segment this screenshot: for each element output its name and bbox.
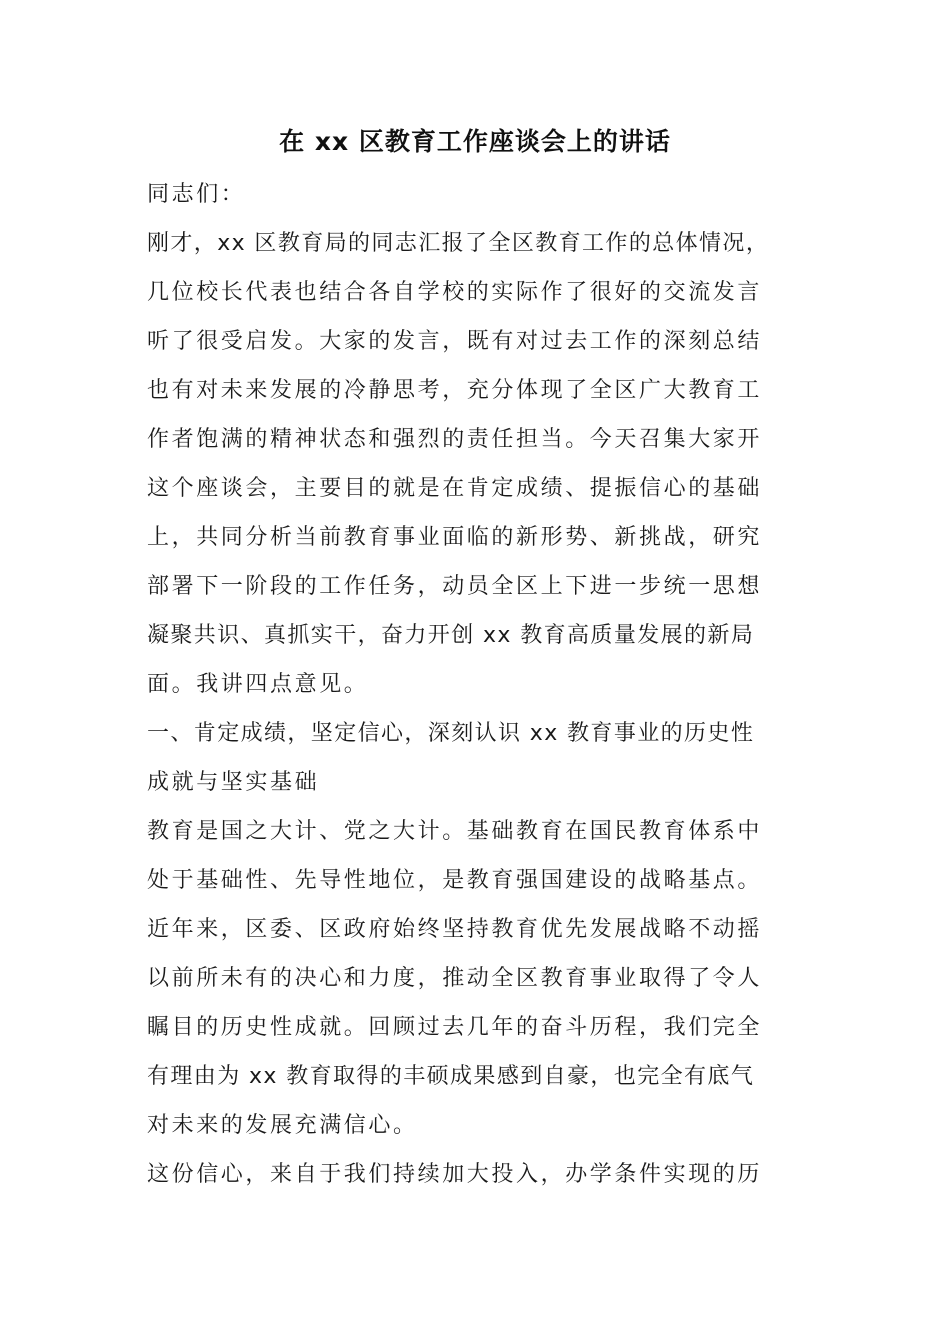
document-title: 在 xx 区教育工作座谈会上的讲话: [279, 127, 671, 156]
paragraph-line: 这个座谈会，主要目的就是在肯定成绩、提振信心的基础: [147, 476, 763, 501]
paragraph-line: 刚才，xx 区教育局的同志汇报了全区教育工作的总体情况，: [147, 231, 770, 256]
paragraph-line: 这份信心，来自于我们持续加大投入，办学条件实现的历: [147, 1162, 763, 1187]
paragraph-line: 教育是国之大计、党之大计。基础教育在国民教育体系中: [147, 819, 763, 844]
paragraph-line: 面。我讲四点意见。: [147, 672, 369, 697]
document-body: [147, 170, 847, 1199]
paragraph-line: 上，共同分析当前教育事业面临的新形势、新挑战，研究: [147, 525, 763, 550]
paragraph-line: 近年来，区委、区政府始终坚持教育优先发展战略不动摇: [147, 917, 763, 942]
salutation: 同志们：: [147, 182, 246, 207]
section-heading-line: 一、肯定成绩，坚定信心，深刻认识 xx 教育事业的历史性: [147, 721, 755, 746]
paragraph-line: 作者饱满的精神状态和强烈的责任担当。今天召集大家开: [147, 427, 763, 452]
paragraph-line: 对未来的发展充满信心。: [147, 1113, 418, 1138]
paragraph-line: 瞩目的历史性成就。回顾过去几年的奋斗历程，我们完全: [147, 1015, 763, 1040]
paragraph-line: 听了很受启发。大家的发言，既有对过去工作的深刻总结: [147, 329, 763, 354]
paragraph-line: 以前所未有的决心和力度，推动全区教育事业取得了令人: [147, 966, 763, 991]
paragraph-line: 几位校长代表也结合各自学校的实际作了很好的交流发言: [147, 280, 763, 305]
paragraph-line: 凝聚共识、真抓实干，奋力开创 xx 教育高质量发展的新局: [147, 623, 755, 648]
paragraph-line: 处于基础性、先导性地位，是教育强国建设的战略基点。: [147, 868, 763, 893]
paragraph-line: 有理由为 xx 教育取得的丰硕成果感到自豪，也完全有底气: [147, 1064, 755, 1089]
paragraph-line: 部署下一阶段的工作任务，动员全区上下进一步统一思想: [147, 574, 763, 599]
section-heading-line: 成就与坚实基础: [147, 770, 320, 795]
paragraph-line: 也有对未来发展的冷静思考，充分体现了全区广大教育工: [147, 378, 763, 403]
